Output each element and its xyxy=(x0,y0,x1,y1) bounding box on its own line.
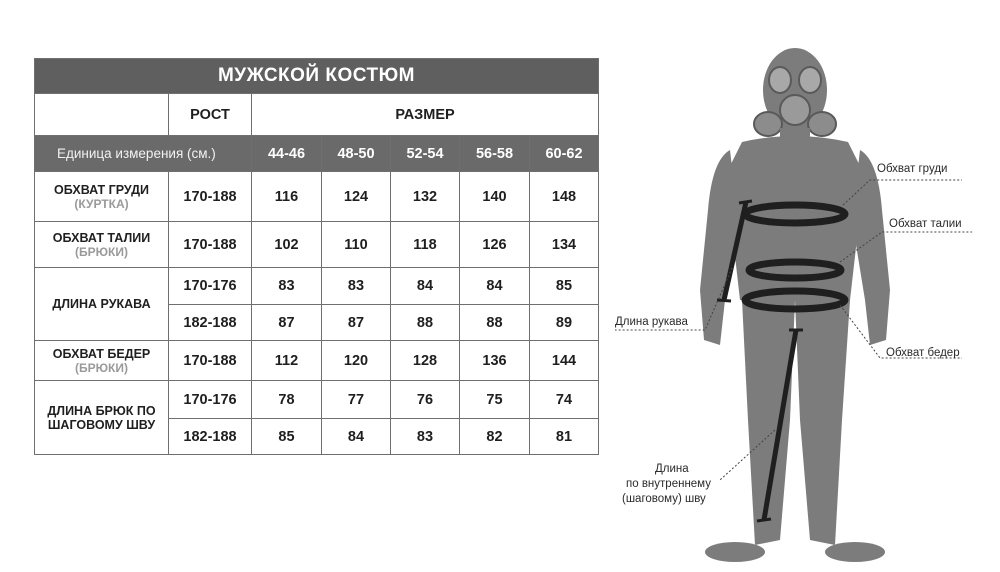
value-cell: 78 xyxy=(252,381,322,419)
inseam-callout-1: Длина xyxy=(655,463,689,475)
value-cell: 124 xyxy=(322,172,391,222)
value-cell: 120 xyxy=(322,341,391,381)
height-cell: 170-188 xyxy=(169,222,252,268)
height-cell: 170-188 xyxy=(169,172,252,222)
chest-callout: Обхват груди xyxy=(877,163,948,175)
value-cell: 87 xyxy=(322,305,391,341)
value-cell: 116 xyxy=(252,172,322,222)
param-note: (КУРТКА) xyxy=(74,196,129,211)
value-cell: 84 xyxy=(391,268,460,305)
size-col-header: 52-54 xyxy=(391,136,460,172)
value-cell: 136 xyxy=(460,341,530,381)
size-col-header: 60-62 xyxy=(530,136,599,172)
param-name-text: ОБХВАТ БЕДЕР xyxy=(52,346,151,361)
param-name-text: ОБХВАТ ТАЛИИ xyxy=(52,230,151,245)
value-cell: 83 xyxy=(252,268,322,305)
sleeve-bar-cap xyxy=(739,201,752,203)
height-cell: 170-188 xyxy=(169,341,252,381)
value-cell: 84 xyxy=(460,268,530,305)
value-cell: 81 xyxy=(530,419,599,455)
value-cell: 85 xyxy=(530,268,599,305)
table-title: МУЖСКОЙ КОСТЮМ xyxy=(35,59,599,94)
param-name-text: ДЛИНА РУКАВА xyxy=(52,297,151,311)
value-cell: 88 xyxy=(460,305,530,341)
value-cell: 88 xyxy=(391,305,460,341)
size-header: РАЗМЕР xyxy=(252,94,599,136)
height-cell: 182-188 xyxy=(169,419,252,455)
value-cell: 126 xyxy=(460,222,530,268)
height-cell: 170-176 xyxy=(169,381,252,419)
value-cell: 82 xyxy=(460,419,530,455)
inseam-callout-2: по внутреннему xyxy=(626,478,711,490)
param-name-text: ДЛИНА БРЮК ПО ШАГОВОМУ ШВУ xyxy=(47,403,156,432)
param-name-text: ОБХВАТ ГРУДИ xyxy=(54,182,149,197)
value-cell: 87 xyxy=(252,305,322,341)
value-cell: 75 xyxy=(460,381,530,419)
value-cell: 84 xyxy=(322,419,391,455)
sleeve-callout: Длина рукава xyxy=(615,316,688,328)
value-cell: 112 xyxy=(252,341,322,381)
value-cell: 144 xyxy=(530,341,599,381)
value-cell: 132 xyxy=(391,172,460,222)
value-cell: 77 xyxy=(322,381,391,419)
value-cell: 83 xyxy=(322,268,391,305)
value-cell: 102 xyxy=(252,222,322,268)
value-cell: 89 xyxy=(530,305,599,341)
mannequin-body xyxy=(700,48,890,562)
size-col-header: 48-50 xyxy=(322,136,391,172)
sleeve-bar-cap xyxy=(717,300,731,301)
param-note: (БРЮКИ) xyxy=(75,360,128,375)
size-col-header: 56-58 xyxy=(460,136,530,172)
unit-label: Единица измерения (см.) xyxy=(35,136,252,172)
value-cell: 134 xyxy=(530,222,599,268)
height-cell: 170-176 xyxy=(169,268,252,305)
size-col-header: 44-46 xyxy=(252,136,322,172)
value-cell: 83 xyxy=(391,419,460,455)
value-cell: 148 xyxy=(530,172,599,222)
value-cell: 76 xyxy=(391,381,460,419)
value-cell: 74 xyxy=(530,381,599,419)
waist-callout: Обхват талии xyxy=(889,218,962,230)
value-cell: 85 xyxy=(252,419,322,455)
hips-callout: Обхват бедер xyxy=(886,347,960,359)
value-cell: 140 xyxy=(460,172,530,222)
value-cell: 118 xyxy=(391,222,460,268)
value-cell: 110 xyxy=(322,222,391,268)
height-cell: 182-188 xyxy=(169,305,252,341)
inseam-callout-3: (шаговому) шву xyxy=(622,493,706,505)
value-cell: 128 xyxy=(391,341,460,381)
param-note: (БРЮКИ) xyxy=(75,244,128,259)
height-header: РОСТ xyxy=(169,94,252,136)
inseam-bar-cap xyxy=(757,519,771,521)
